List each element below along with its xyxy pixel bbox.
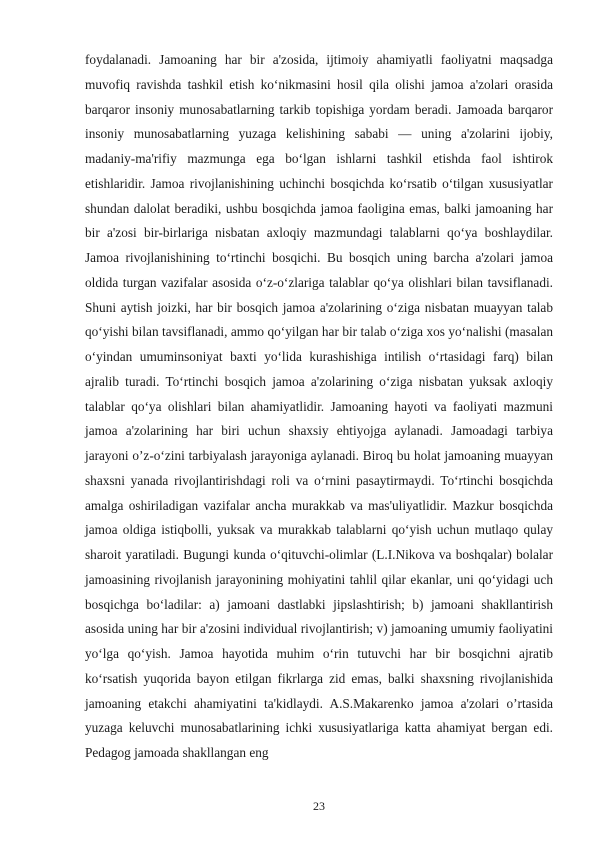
page-number: 23 bbox=[313, 799, 325, 813]
body-paragraph: foydalanadi. Jamoaning har bir a'zosida, ijtimoiy ahamiyatli faoliyatni maqsadga muvofiq ravishda tashkil etish ko‘nikmasini hosil qila olishi jamoa a'zolari orasida barqaror insoniy munosabatlarning tarkib topishiga yordam beradi. Jamoada barqaror insoniy munosabatlarning yuzaga kelishining sababi — uning a'zolarini ijobiy, madaniy-ma'rifiy mazmunga ega bo‘lgan ishlarni tashkil etishda faol ishtirok etishlaridir. Jamoa rivojlanishining uchinchi bosqichda ko‘rsatib o‘tilgan xususiyatlar shundan dalolat beradiki, ushbu bosqichda jamoa faoligina emas, balki jamoaning har bir a'zosi bir-birlariga nisbatan axloqiy mazmundagi talablarni qo‘ya boshlaydilar. Jamoa rivojlanishining to‘rtinchi bosqichi. Bu bosqich uning barcha a'zolari jamoa oldida turgan vazifalar asosida o‘z-o‘zlariga talablar qo‘ya olishlari bilan tavsiflanadi. Shuni aytish joizki, har bir bosqich jamoa a'zolarining o‘ziga nisbatan muayyan talab qo‘yishi bilan tavsiflanadi, ammo qo‘yilgan har bir talab o‘ziga xos yo‘nalishi (masalan o‘yindan umuminsoniyat baxti yo‘lida kurashishiga intilish o‘rtasidagi farq) bilan ajralib turadi. To‘rtinchi bosqich jamoa a'zolarining o‘ziga nisbatan yuksak axloqiy talablar qo‘ya olishlari bilan ahamiyatlidir. Jamoaning hayoti va faoliyati mazmuni jamoa a'zolarining har biri uchun shaxsiy ehtiyojga aylanadi. Jamoadagi tarbiya jarayoni o’z-o‘zini tarbiyalash jarayoniga aylanadi. Biroq bu holat jamoaning muayyan shaxsni yanada rivojlantirishdagi roli va o‘rnini pasaytirmaydi. To‘rtinchi bosqichda amalga oshiriladigan vazifalar ancha murakkab va mas'uliyatlidir. Mazkur bosqichda jamoa oldiga istiqbolli, yuksak va murakkab talablarni qo‘yish uchun mutlaqo qulay sharoit yaratiladi. Bugungi kunda o‘qituvchi-olimlar (L.I.Nikova va boshqalar) bolalar jamoasining rivojlanish jarayonining mohiyatini tahlil qilar ekanlar, uni qo‘yidagi uch bosqichga bo‘ladilar: a) jamoani dastlabki jipslashtirish; b) jamoani shakllantirish asosida uning har bir a'zosini individual rivojlantirish; v) jamoaning umumiy faoliyatini yo‘lga qo‘yish. Jamoa hayotida muhim o‘rin tutuvchi har bir bosqichni ajratib ko‘rsatish yuqorida bayon etilgan fikrlarga zid emas, balki shaxsning rivojlanishida jamoaning etakchi ahamiyatini ta'kidlaydi. A.S.Makarenko jamoa a'zolari o’rtasida yuzaga keluvchi munosabatlarining ichki xususiyatlariga katta ahamiyat bergan edi. Pedagog jamoada shakllangan eng bbox=[85, 52, 553, 760]
